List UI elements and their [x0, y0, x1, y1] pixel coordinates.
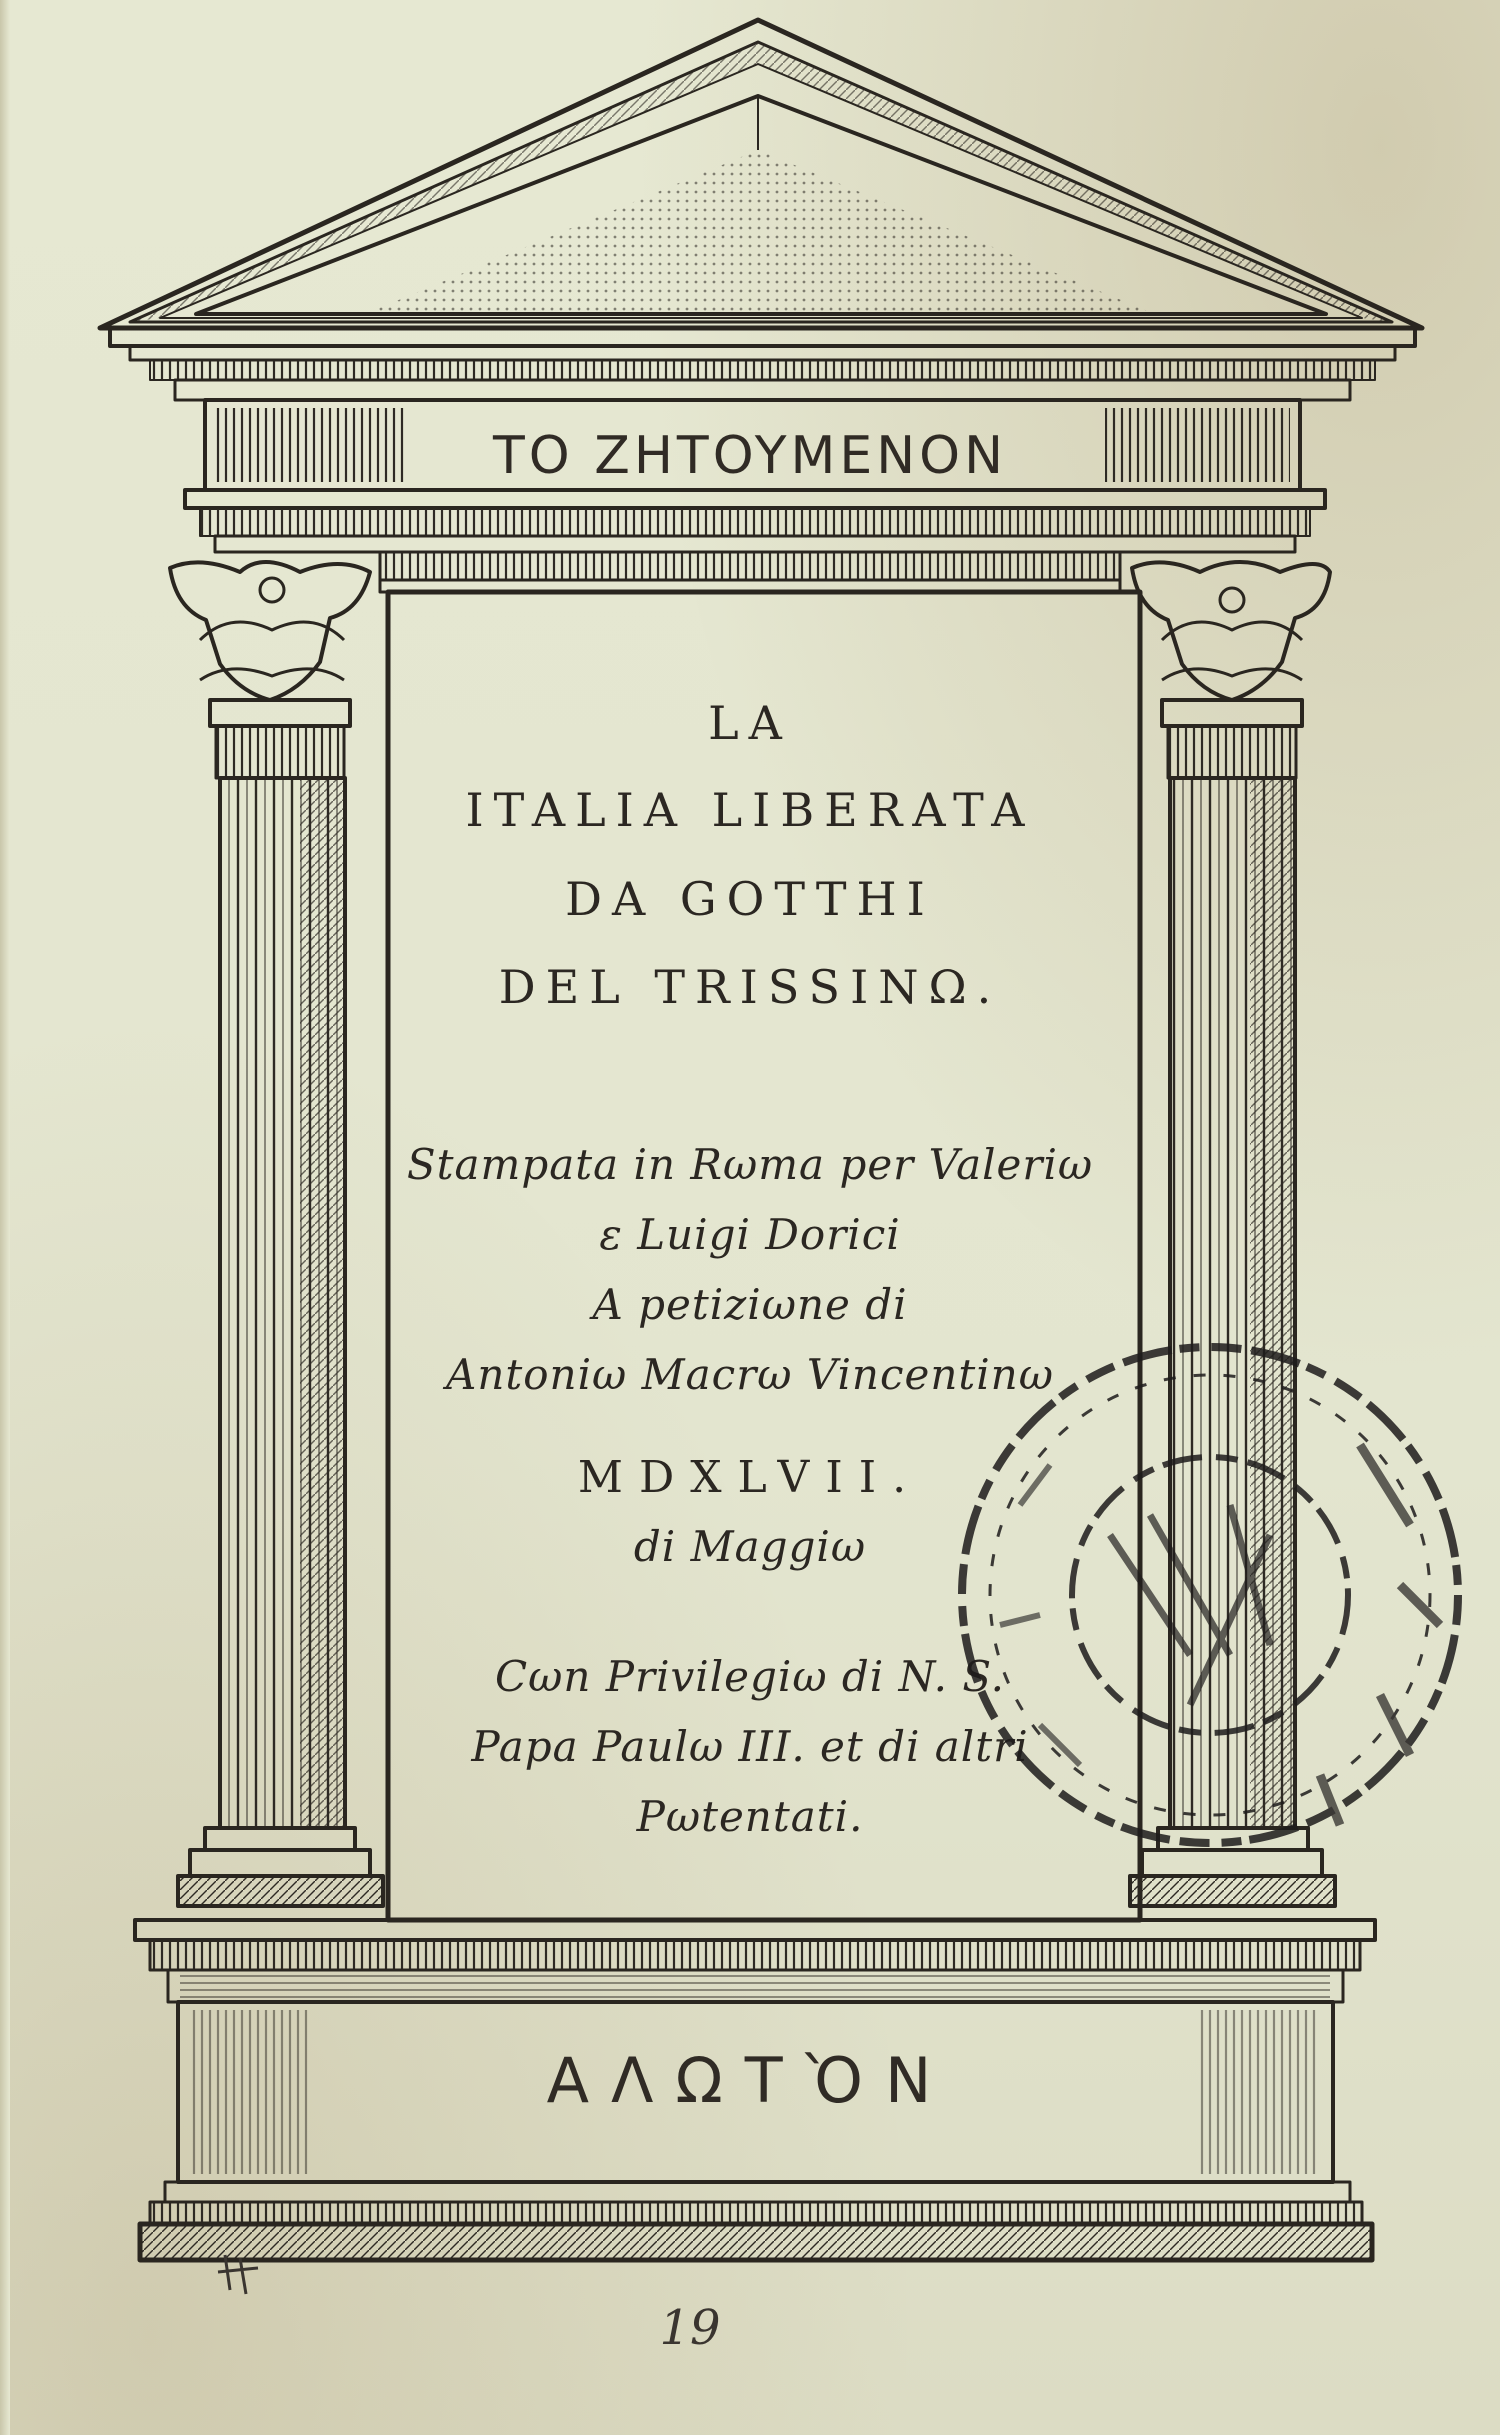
top-inscription: TO ZHTOYMENON: [492, 426, 1007, 486]
imprint-line-1: Stampata in Rωma per Valeriω: [406, 1140, 1094, 1189]
privilege-line-3: Pωtentati.: [636, 1792, 864, 1841]
folio-number: 19: [659, 2300, 721, 2356]
cornice: [110, 328, 1415, 400]
publication-month: di Maggiω: [633, 1522, 867, 1571]
title-line-4: DEL TRISSINΩ.: [498, 960, 1002, 1014]
architrave: [185, 490, 1325, 592]
title-line-2: ITALIA LIBERATA: [465, 783, 1035, 837]
publication-year: MDXLVII.: [577, 1452, 923, 1503]
bottom-inscription: ΑΛΩΤῸΝ: [546, 2044, 954, 2117]
imprint-line-3: A petiziωne di: [592, 1280, 908, 1329]
imprint-line-2: ε Luigi Dorici: [599, 1210, 901, 1259]
privilege-line-2: Papa Paulω III. et di altri: [471, 1722, 1029, 1771]
title-line-3: DA GOTTHI: [565, 872, 935, 926]
library-stamp: [940, 1325, 1480, 1865]
imprint-line-4: Antoniω Macrω Vincentinω: [446, 1350, 1054, 1399]
privilege-line-1: Cωn Privilegiω di N. S.: [495, 1652, 1005, 1701]
pediment: [100, 20, 1422, 328]
title-line-1: LA: [708, 696, 792, 750]
